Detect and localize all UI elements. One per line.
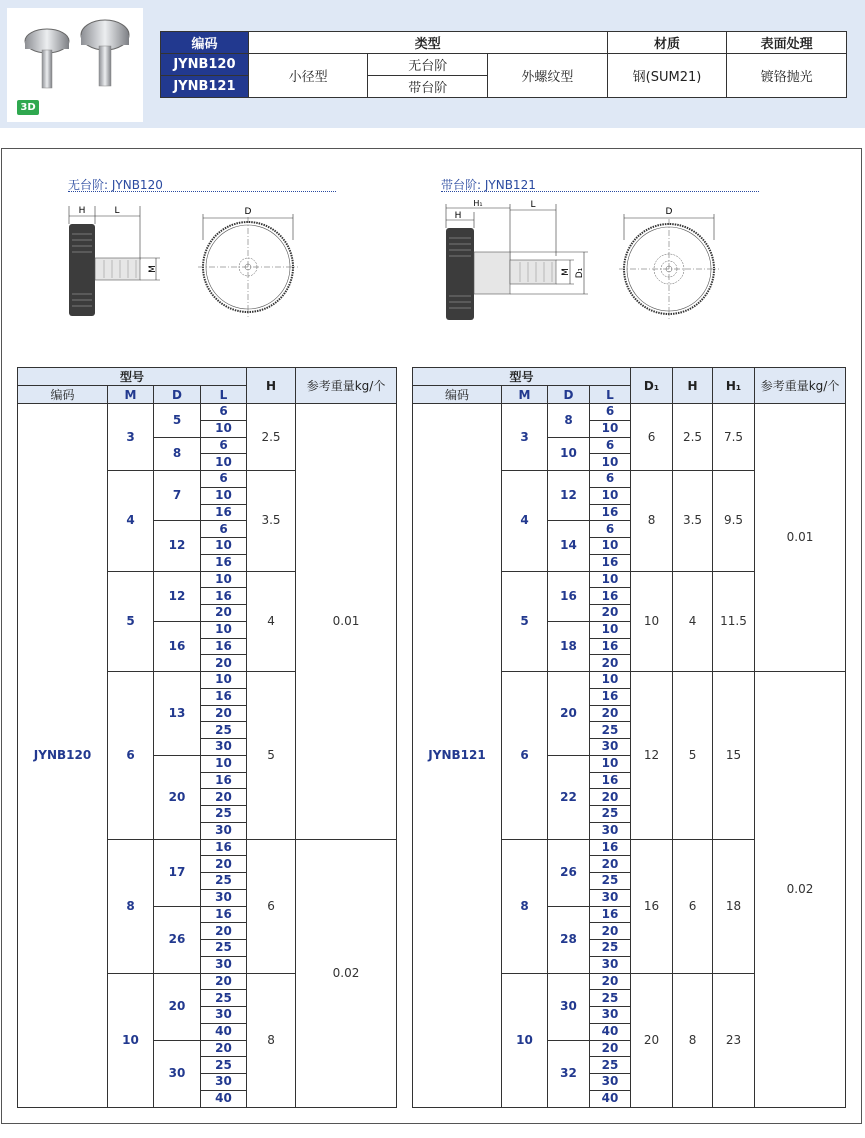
l-cell: 6 [201, 404, 247, 421]
d-cell: 30 [548, 973, 590, 1040]
m-cell: 5 [502, 571, 548, 672]
left-header-m: M [108, 386, 154, 404]
weight-cell-b: 0.02 [755, 672, 846, 1108]
d1-cell: 20 [631, 973, 673, 1107]
l-cell: 30 [201, 739, 247, 756]
l-cell: 20 [201, 923, 247, 940]
spec-col-code: 编码 [161, 32, 249, 54]
table-row [18, 404, 397, 421]
h1-cell: 18 [713, 839, 755, 973]
d1-cell: 16 [631, 839, 673, 973]
d-cell: 28 [548, 906, 590, 973]
right-data-table [412, 367, 846, 1108]
right-header-model: 型号 [413, 368, 631, 386]
l-cell: 30 [590, 739, 631, 756]
l-cell: 16 [201, 504, 247, 521]
d-cell: 12 [154, 571, 201, 621]
spec-code-2: JYNB121 [161, 76, 249, 98]
spec-code-1: JYNB120 [161, 54, 249, 76]
d-cell: 16 [548, 571, 590, 621]
right-section-title: 带台阶: JYNB121 [441, 178, 536, 192]
d-cell: 26 [548, 839, 590, 906]
svg-text:M: M [561, 268, 571, 276]
left-header-d: D [154, 386, 201, 404]
l-cell: 6 [590, 437, 631, 454]
svg-text:H: H [454, 211, 462, 221]
l-cell: 40 [201, 1090, 247, 1107]
l-cell: 10 [590, 487, 631, 504]
m-cell: 10 [502, 973, 548, 1107]
code-cell: JYNB121 [413, 404, 502, 1108]
m-cell: 8 [108, 839, 154, 973]
spec-surface: 镀铬抛光 [727, 54, 847, 98]
right-header-weight: 参考重量kg/个 [755, 368, 846, 404]
weight-cell-b: 0.02 [296, 839, 397, 1107]
d-cell: 14 [548, 521, 590, 571]
l-cell: 6 [590, 471, 631, 488]
d-cell: 20 [154, 755, 201, 839]
l-cell: 25 [590, 990, 631, 1007]
d-cell: 16 [154, 621, 201, 671]
right-header-m: M [502, 386, 548, 404]
h-cell: 6 [247, 839, 296, 973]
code-cell: JYNB120 [18, 404, 108, 1108]
l-cell: 10 [201, 538, 247, 555]
left-header-h: H [247, 368, 296, 404]
l-cell: 16 [201, 772, 247, 789]
d-cell: 12 [154, 521, 201, 571]
l-cell: 30 [590, 1007, 631, 1024]
l-cell: 40 [590, 1023, 631, 1040]
l-cell: 10 [590, 755, 631, 772]
h1-cell: 15 [713, 672, 755, 840]
l-cell: 25 [590, 722, 631, 739]
d-cell: 5 [154, 404, 201, 438]
l-cell: 10 [201, 571, 247, 588]
svg-text:D: D [244, 207, 252, 217]
l-cell: 6 [201, 521, 247, 538]
left-technical-drawing [60, 200, 310, 330]
l-cell: 20 [201, 856, 247, 873]
l-cell: 25 [590, 806, 631, 823]
l-cell: 25 [201, 990, 247, 1007]
svg-text:D₁: D₁ [575, 267, 585, 279]
left-section-rule [68, 191, 336, 192]
left-side-view [69, 206, 160, 316]
d-cell: 20 [548, 672, 590, 756]
l-cell: 30 [201, 956, 247, 973]
d-cell: 17 [154, 839, 201, 906]
table-row [413, 404, 846, 421]
l-cell: 6 [201, 437, 247, 454]
l-cell: 16 [590, 554, 631, 571]
l-cell: 10 [201, 487, 247, 504]
svg-text:H: H [78, 206, 86, 216]
h-cell: 5 [673, 672, 713, 840]
l-cell: 16 [201, 638, 247, 655]
l-cell: 16 [201, 688, 247, 705]
l-cell: 10 [590, 672, 631, 689]
spec-col-material: 材质 [607, 32, 727, 54]
l-cell: 30 [201, 822, 247, 839]
right-header-h1: H₁ [713, 368, 755, 404]
d-cell: 26 [154, 906, 201, 973]
l-cell: 20 [590, 1040, 631, 1057]
svg-text:L: L [114, 206, 120, 216]
l-cell: 10 [201, 454, 247, 471]
d-cell: 30 [154, 1040, 201, 1107]
d-cell: 32 [548, 1040, 590, 1107]
l-cell: 20 [201, 789, 247, 806]
l-cell: 25 [590, 940, 631, 957]
left-header-l: L [201, 386, 247, 404]
m-cell: 6 [502, 672, 548, 840]
left-header-model: 型号 [18, 368, 247, 386]
d-cell: 12 [548, 471, 590, 521]
spec-table [160, 31, 847, 98]
m-cell: 3 [502, 404, 548, 471]
right-side-view [446, 199, 588, 320]
d-cell: 8 [154, 437, 201, 471]
l-cell: 20 [201, 605, 247, 622]
h1-cell: 7.5 [713, 404, 755, 471]
h-cell: 2.5 [247, 404, 296, 471]
l-cell: 20 [590, 923, 631, 940]
l-cell: 16 [590, 906, 631, 923]
spec-col-type: 类型 [248, 32, 607, 54]
m-cell: 6 [108, 672, 154, 840]
right-header-h: H [673, 368, 713, 404]
l-cell: 25 [590, 1057, 631, 1074]
l-cell: 30 [590, 1074, 631, 1091]
weight-cell-a: 0.01 [296, 404, 397, 840]
l-cell: 25 [590, 873, 631, 890]
h-cell: 3.5 [247, 471, 296, 572]
m-cell: 10 [108, 973, 154, 1107]
l-cell: 16 [201, 588, 247, 605]
l-cell: 25 [201, 1057, 247, 1074]
right-section-rule [441, 191, 759, 192]
l-cell: 10 [201, 420, 247, 437]
l-cell: 16 [590, 772, 631, 789]
left-header-weight: 参考重量kg/个 [296, 368, 397, 404]
h-cell: 6 [673, 839, 713, 973]
l-cell: 10 [590, 538, 631, 555]
l-cell: 20 [201, 655, 247, 672]
h-cell: 8 [673, 973, 713, 1107]
d-cell: 7 [154, 471, 201, 521]
l-cell: 20 [590, 655, 631, 672]
h1-cell: 11.5 [713, 571, 755, 672]
l-cell: 10 [201, 621, 247, 638]
spec-type-small: 小径型 [248, 54, 368, 98]
l-cell: 10 [590, 454, 631, 471]
svg-text:M: M [148, 265, 158, 273]
header-band [0, 0, 865, 128]
l-cell: 10 [590, 571, 631, 588]
l-cell: 20 [201, 705, 247, 722]
h1-cell: 9.5 [713, 471, 755, 572]
l-cell: 16 [201, 839, 247, 856]
l-cell: 10 [201, 672, 247, 689]
d-cell: 8 [548, 404, 590, 438]
l-cell: 25 [201, 873, 247, 890]
svg-text:L: L [530, 200, 536, 210]
m-cell: 4 [108, 471, 154, 572]
d1-cell: 12 [631, 672, 673, 840]
l-cell: 20 [590, 605, 631, 622]
l-cell: 16 [590, 688, 631, 705]
spec-step-2: 带台阶 [368, 76, 488, 98]
right-header-d1: D₁ [631, 368, 673, 404]
spec-col-surface: 表面处理 [727, 32, 847, 54]
spec-material: 钢(SUM21) [607, 54, 727, 98]
l-cell: 16 [590, 638, 631, 655]
d1-cell: 10 [631, 571, 673, 672]
spec-type-thread: 外螺纹型 [488, 54, 608, 98]
h-cell: 2.5 [673, 404, 713, 471]
h-cell: 5 [247, 672, 296, 840]
m-cell: 8 [502, 839, 548, 973]
right-header-d: D [548, 386, 590, 404]
l-cell: 16 [201, 554, 247, 571]
d1-cell: 6 [631, 404, 673, 471]
weight-cell-a: 0.01 [755, 404, 846, 672]
l-cell: 16 [590, 839, 631, 856]
l-cell: 20 [590, 856, 631, 873]
h-cell: 8 [247, 973, 296, 1107]
l-cell: 30 [590, 889, 631, 906]
left-section-title: 无台阶: JYNB120 [68, 178, 163, 192]
l-cell: 10 [590, 420, 631, 437]
m-cell: 4 [502, 471, 548, 572]
l-cell: 20 [590, 789, 631, 806]
m-cell: 3 [108, 404, 154, 471]
d-cell: 20 [154, 973, 201, 1040]
l-cell: 20 [590, 705, 631, 722]
l-cell: 30 [201, 1007, 247, 1024]
left-header-code: 编码 [18, 386, 108, 404]
l-cell: 30 [201, 889, 247, 906]
h1-cell: 23 [713, 973, 755, 1107]
product-thumbnail [7, 8, 143, 122]
badge-3d: 3D [17, 100, 39, 115]
l-cell: 25 [201, 722, 247, 739]
svg-text:H₁: H₁ [473, 199, 483, 208]
l-cell: 16 [201, 906, 247, 923]
h-cell: 3.5 [673, 471, 713, 572]
l-cell: 6 [590, 404, 631, 421]
l-cell: 10 [201, 755, 247, 772]
l-cell: 25 [201, 940, 247, 957]
spec-step-1: 无台阶 [368, 54, 488, 76]
m-cell: 5 [108, 571, 154, 672]
right-header-l: L [590, 386, 631, 404]
d-cell: 22 [548, 755, 590, 839]
l-cell: 10 [590, 621, 631, 638]
d-cell: 13 [154, 672, 201, 756]
right-header-code: 编码 [413, 386, 502, 404]
l-cell: 20 [590, 973, 631, 990]
l-cell: 30 [590, 956, 631, 973]
right-technical-drawing [438, 198, 728, 328]
l-cell: 6 [201, 471, 247, 488]
left-data-table [17, 367, 397, 1108]
l-cell: 6 [590, 521, 631, 538]
l-cell: 20 [201, 1040, 247, 1057]
l-cell: 40 [201, 1023, 247, 1040]
l-cell: 16 [590, 504, 631, 521]
l-cell: 30 [201, 1074, 247, 1091]
l-cell: 16 [590, 588, 631, 605]
l-cell: 20 [201, 973, 247, 990]
l-cell: 30 [590, 822, 631, 839]
d-cell: 10 [548, 437, 590, 471]
d1-cell: 8 [631, 471, 673, 572]
right-front-view [619, 207, 719, 319]
svg-text:D: D [665, 207, 673, 217]
l-cell: 25 [201, 806, 247, 823]
l-cell: 40 [590, 1090, 631, 1107]
left-front-view [198, 207, 298, 317]
d-cell: 18 [548, 621, 590, 671]
h-cell: 4 [247, 571, 296, 672]
h-cell: 4 [673, 571, 713, 672]
